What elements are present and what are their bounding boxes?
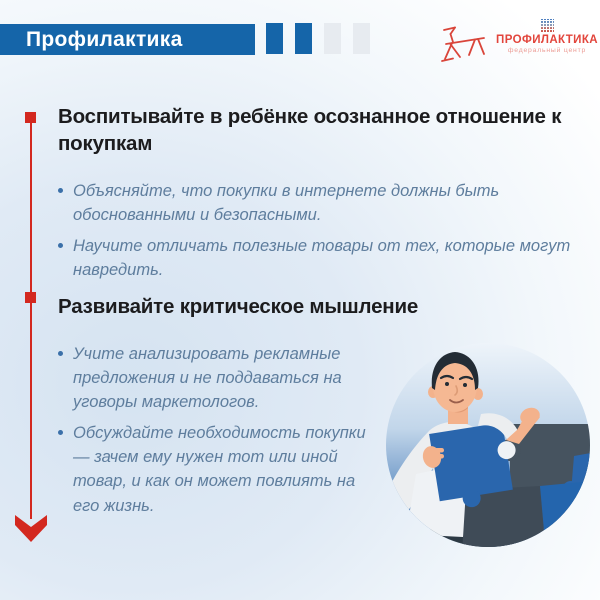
bullet-item: Обсуждайте необходимость покупки — зачем ему нужен тот или иной товар, и как он может повлиять на его жизнь.: [58, 421, 380, 517]
bullet-list: [58, 342, 380, 518]
bullet-list: [58, 179, 590, 282]
timeline-marker-2: [25, 292, 36, 303]
timeline-marker-1: [25, 112, 36, 123]
timeline-line: [30, 117, 32, 519]
decorative-squares: [266, 23, 370, 54]
logo-subtitle: федеральный центр: [507, 47, 587, 54]
bullet-item: Учите анализировать рекламные предложения и не поддаваться на уговоры маркетологов.: [58, 342, 380, 414]
deco-square-blue: [295, 23, 312, 54]
bullet-item: Объясняйте, что покупки в интернете должны быть обоснованными и безопасными.: [58, 179, 590, 227]
red-horse-icon: [438, 21, 492, 63]
title-banner: [0, 24, 255, 55]
deco-square-gray: [324, 23, 341, 54]
section-heading: Воспитывайте в ребёнке осознанное отношение к покупкам: [58, 105, 562, 156]
section-conscious-shopping: [58, 103, 590, 289]
bullet-item: Научите отличать полезные товары от тех, которые могут навредить.: [58, 234, 590, 282]
deco-square-gray: [353, 23, 370, 54]
pixel-grid-icon: [541, 19, 554, 32]
logo-text-block: [496, 19, 598, 54]
profilaktika-logo: [438, 19, 598, 63]
puzzle-man-illustration: [378, 338, 598, 553]
arrow-down-icon: [13, 515, 49, 543]
page-title: Профилактика: [26, 27, 183, 51]
section-heading: Развивайте критическое мышление: [58, 295, 419, 318]
deco-square-blue: [266, 23, 283, 54]
logo-title: ПРОФИЛАКТИКА: [496, 34, 598, 46]
